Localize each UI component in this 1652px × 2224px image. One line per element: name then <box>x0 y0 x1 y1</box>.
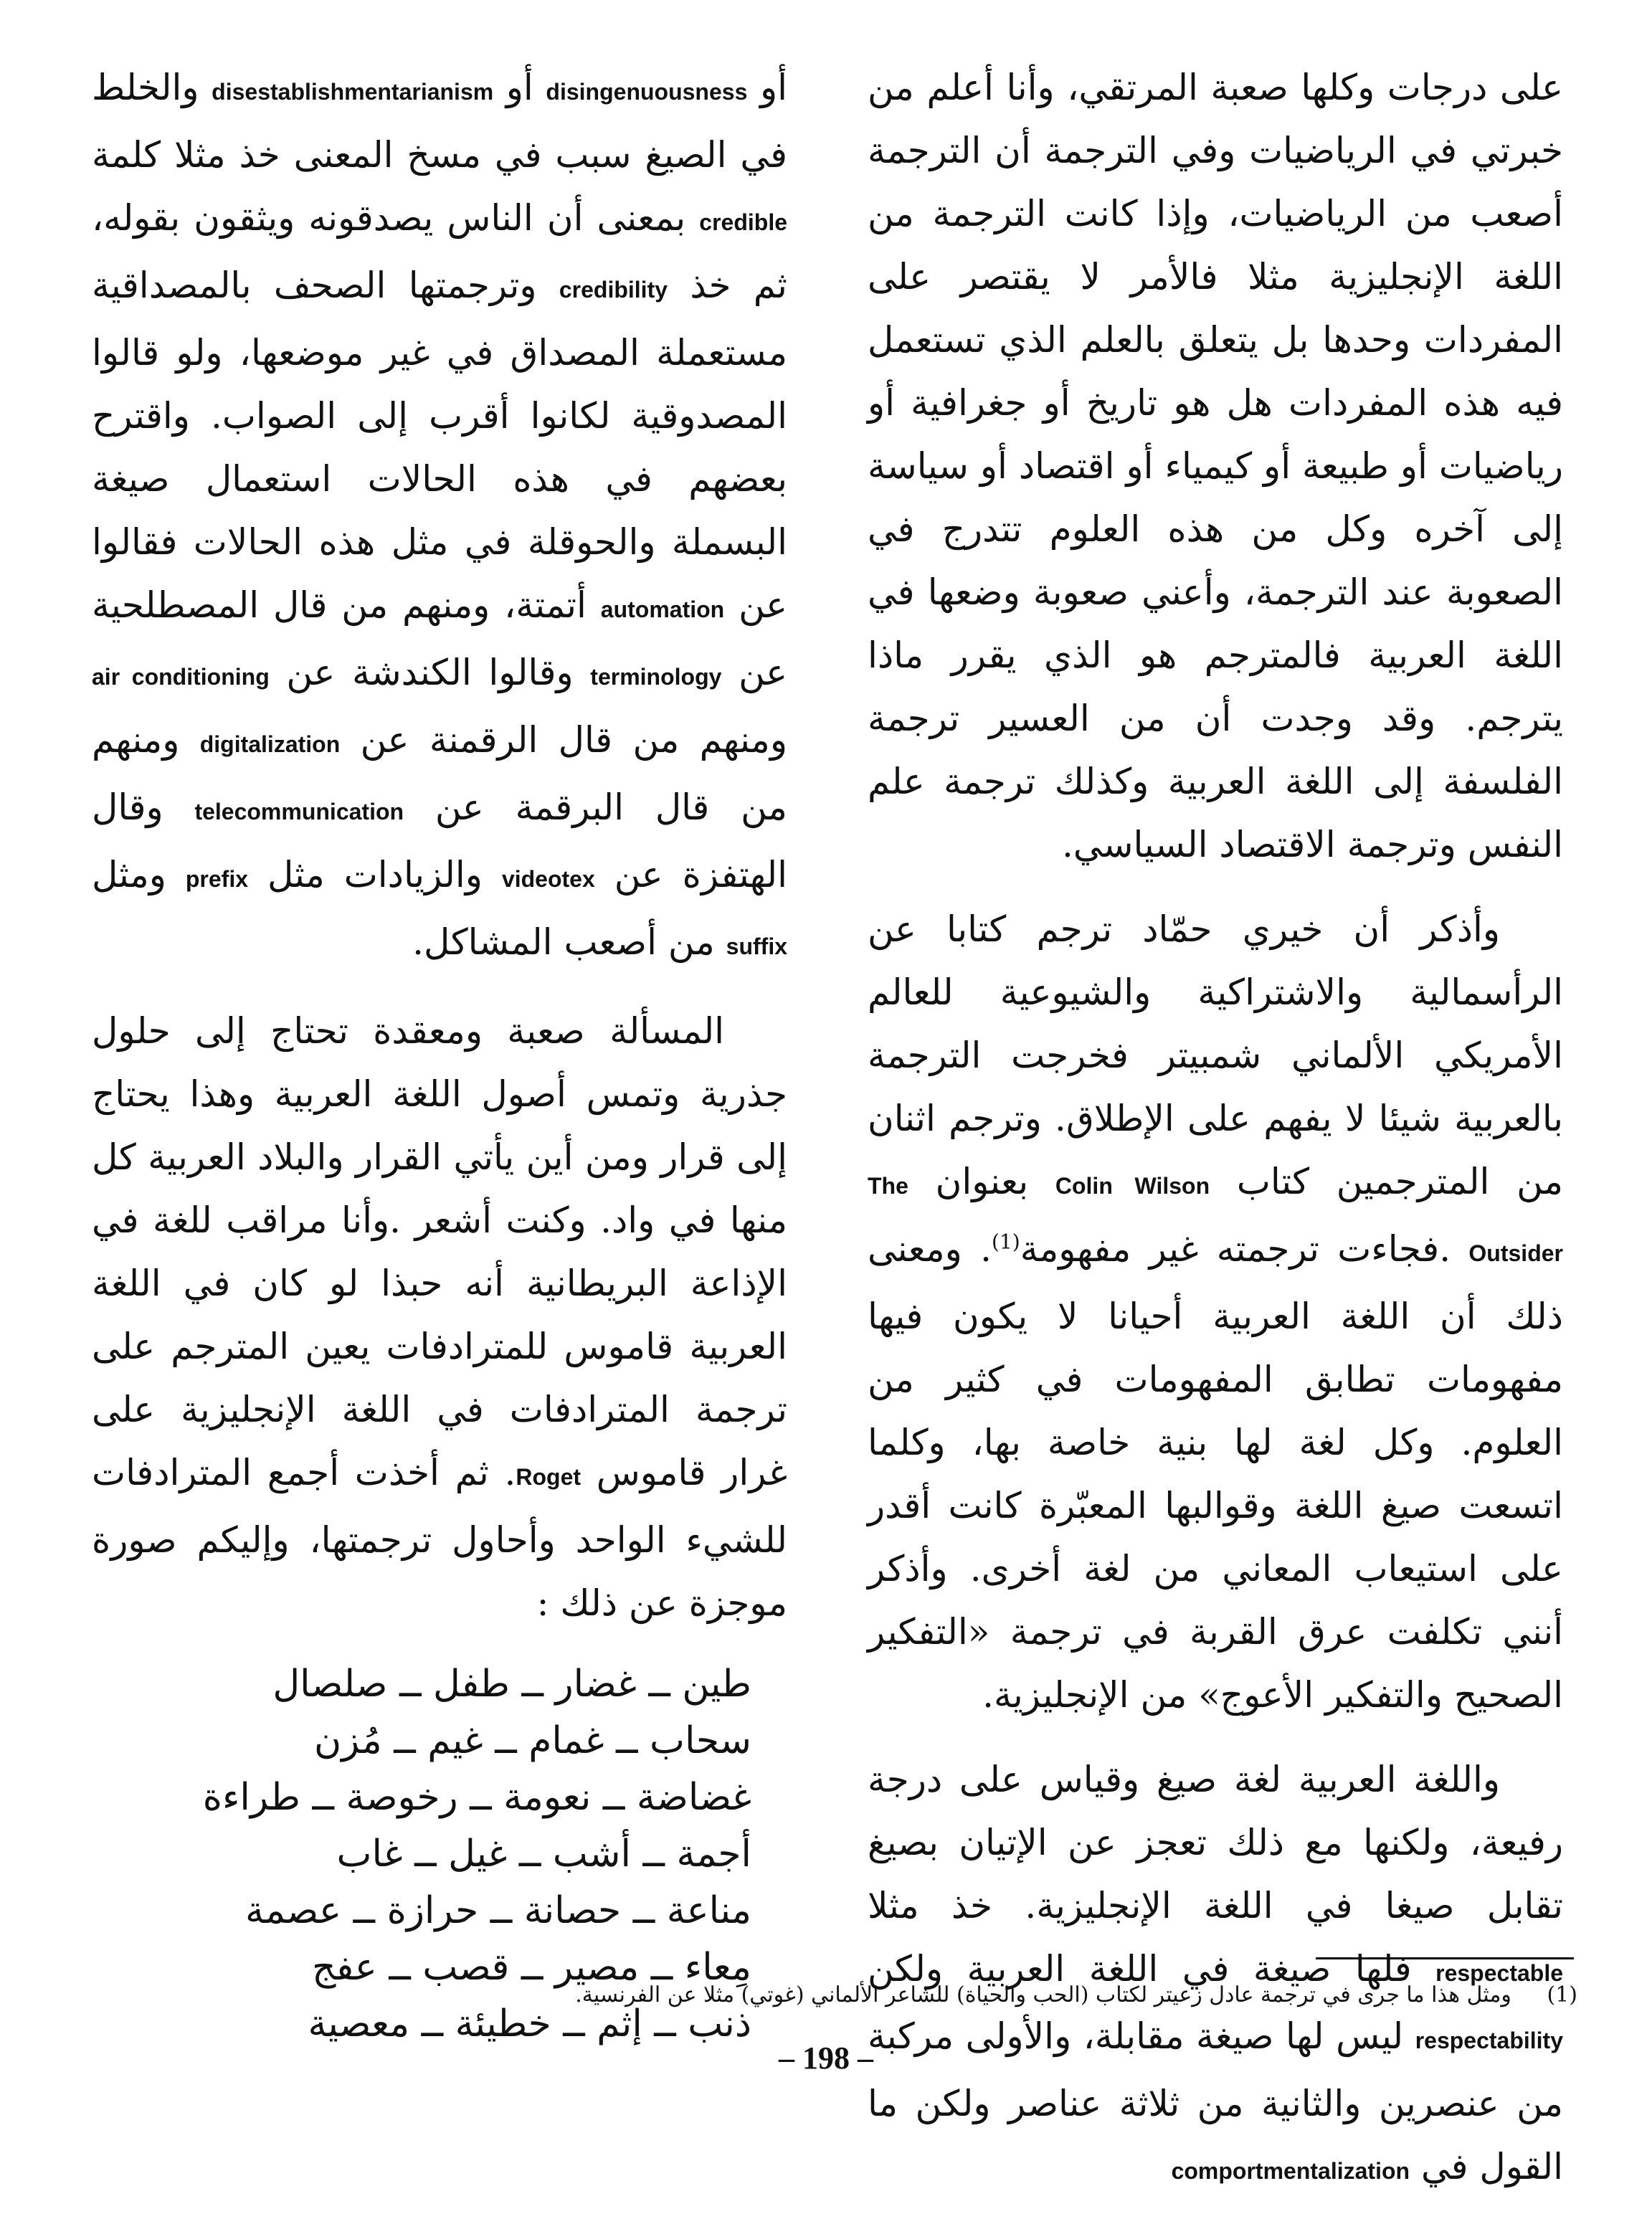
synonym-line: مناعة ــ حصانة ــ حرازة ــ عصمة <box>245 1889 751 1932</box>
latin-term: credible <box>699 209 788 235</box>
text-run: على درجات وكلها صعبة المرتقي، وأنا أعلم من خبرتي في الرياضيات وفي الترجمة أن الترجمة أصعب من الرياضيات، وإذا كانت الترجمة من اللغة الإنجليزية مثلا فالأمر لا يقتصر على المفردات وحدها بل يتعلق بالعلم الذي تستعمل فيه هذه المفردات هل هو تاريخ أو جغرافية أو رياضيات أو طبيعة أو كيمياء أو اقتصاد أو سياسة إلى آخره وكل من هذه العلوم تتدرج في الصعوبة عند الترجمة، وأعني صعوبة وضعها في اللغة العربية فالمترجم هو الذي يقرر ماذا يترجم. وقد وجدت أن من العسير ترجمة الفلسفة إلى اللغة العربية وكذلك ترجمة علم النفس وترجمة الاقتصاد السياسي. <box>868 67 1563 865</box>
synonym-line: سحاب ــ غمام ــ غيم ــ مُزن <box>313 1719 751 1762</box>
latin-term: respectability <box>1415 2028 1563 2053</box>
text-run: . ثم أخذت أجمع المترادفات للشيء الواحد وأحاول ترجمتها، وإليكم صورة موجزة عن ذلك : <box>92 1452 787 1624</box>
footnote-ref: (1) <box>992 1230 1020 1254</box>
footnote-divider <box>1316 1957 1574 1959</box>
right-column <box>868 56 1563 2224</box>
footnote-number: (1) <box>1547 1982 1577 2007</box>
latin-term: videotex <box>501 866 595 892</box>
left-column <box>92 56 787 2053</box>
synonym-line: أجمة ــ أشب ــ غيل ــ غاب <box>336 1833 751 1876</box>
text-run: المسألة صعبة ومعقدة تحتاج إلى حلول جذرية وتمس أصول اللغة العربية وهذا يحتاج إلى قرار ومن أين يأتي القرار والبلاد العربية كل منها في واد. وكنت أشعر .وأنا مراقب للغة في الإذاعة البريطانية أنه حبذا لو كان في اللغة العربية قاموس للمترادفات يعين المترجم على ترجمة المترادفات في اللغة الإنجليزية على غرار قاموس <box>92 1010 787 1493</box>
latin-term: The Outsider <box>868 1173 1563 1266</box>
text-run: وأذكر أن خيري حمّاد ترجم كتابا عن الرأسمالية والاشتراكية والشيوعية للعالم الأمريكي الألماني شمبيتر فخرجت الترجمة بالعربية شيئا لا يفهم على الإطلاق. وترجم اثنان من المترجمين كتاب <box>868 908 1563 1202</box>
text-run: واللغة العربية لغة صيغ وقياس على درجة رفيعة، ولكنها مع ذلك تعجز عن الإتيان بصيغ تقابل صيغا في اللغة الإنجليزية. خذ مثلا <box>868 1759 1563 1926</box>
synonym-line: مِعاء ــ مصير ــ قصب ــ عفج <box>311 1946 751 1989</box>
text-run: والخلط في الصيغ سبب في مسخ المعنى خذ مثلا كلمة <box>92 67 787 176</box>
footnote <box>445 1979 1577 2012</box>
synonym-line: طين ــ غضار ــ طفل ــ صلصال <box>272 1663 751 1706</box>
text-run: أتمتة، ومنهم من قال المصطلحية عن <box>92 584 787 693</box>
latin-term: digitalization <box>199 731 341 757</box>
left-paragraph-2 <box>92 999 787 1635</box>
latin-term: disingenuousness <box>546 79 748 105</box>
latin-term: Roget <box>516 1464 581 1490</box>
text-run: . ومعنى ذلك أن اللغة العربية أحيانا لا يكون فيها مفهومات تطابق المفهومات في كثير من العلوم. وكل لغة لها بنية خاصة بها، وكلما اتسعت صيغ اللغة وقوالبها المعبّرة كانت أقدر على استيعاب المعاني من لغة أخرى. وأذكر أنني تكلفت عرق القربة في ترجمة «التفكير الصحيح والتفكير الأعوج» من الإنجليزية. <box>868 1228 1563 1716</box>
text-run: فلها صيغة في اللغة العربية ولكن <box>868 1948 1412 1990</box>
latin-term: automation <box>600 597 725 622</box>
right-paragraph-2 <box>868 898 1563 1726</box>
text-run: بعنوان <box>935 1161 1029 1202</box>
text-run: بمعنى أن الناس يصدقونه ويثقون بقوله، ثم خذ <box>92 197 787 306</box>
text-run: والزيادات مثل <box>267 854 483 895</box>
latin-term: credibility <box>559 277 668 303</box>
right-paragraph-1 <box>868 56 1563 876</box>
latin-term: prefix <box>185 866 249 892</box>
text-run: وترجمتها الصحف بالمصداقية مستعملة المصداق في غير موضعها، ولو قالوا المصدوقية لكانوا أقرب إلى الصواب. واقترح بعضهم في هذه الحالات استعمال صيغة البسملة والحوقلة في مثل هذه الحالات فقالوا عن <box>92 265 787 626</box>
text-run: وقالوا الكندشة عن <box>286 652 574 693</box>
text-run: أو <box>759 67 787 108</box>
latin-term: air conditioning <box>92 664 270 690</box>
footnote-text: ومثل هذا ما جرى في ترجمة عادل زعيتر لكتاب (الحب والحياة) للشاعر الألماني (غوتي) مثلا عن الفرنسية. <box>575 1982 1511 2007</box>
text-run: ومنهم من قال البرقمة عن <box>92 719 787 828</box>
left-paragraph-1 <box>92 56 787 978</box>
page-number: – 198 – <box>779 2040 873 2076</box>
latin-term: telecommunication <box>194 799 404 825</box>
latin-term: respectable <box>1435 1960 1563 1986</box>
latin-term: disestablishmentarianism <box>212 79 494 105</box>
synonym-line: غضاضة ــ نعومة ــ رخوصة ــ طراءة <box>202 1776 751 1819</box>
text-run: أو <box>505 67 533 108</box>
text-run: ومثل <box>92 854 166 895</box>
text-run: وقال الهتفزة عن <box>92 787 787 895</box>
text-run: من أصعب المشاكل. <box>412 921 715 963</box>
synonym-line: ذنب ــ إثم ــ خطيئة ــ معصية <box>308 2002 751 2045</box>
latin-term: terminology <box>590 664 722 690</box>
text-run: ليس لها صيغة مقابلة، والأولى مركبة من عنصرين والثانية من ثلاثة عناصر ولكن ما القول في <box>868 2015 1563 2187</box>
latin-term: Colin Wilson <box>1055 1173 1210 1199</box>
text-run: ومنهم من قال الرقمنة عن <box>360 719 787 761</box>
latin-term: suffix <box>726 933 787 959</box>
text-run: .فجاءت ترجمته غير مفهومة <box>1020 1228 1451 1270</box>
latin-term: comportmentalization <box>1171 2158 1410 2184</box>
